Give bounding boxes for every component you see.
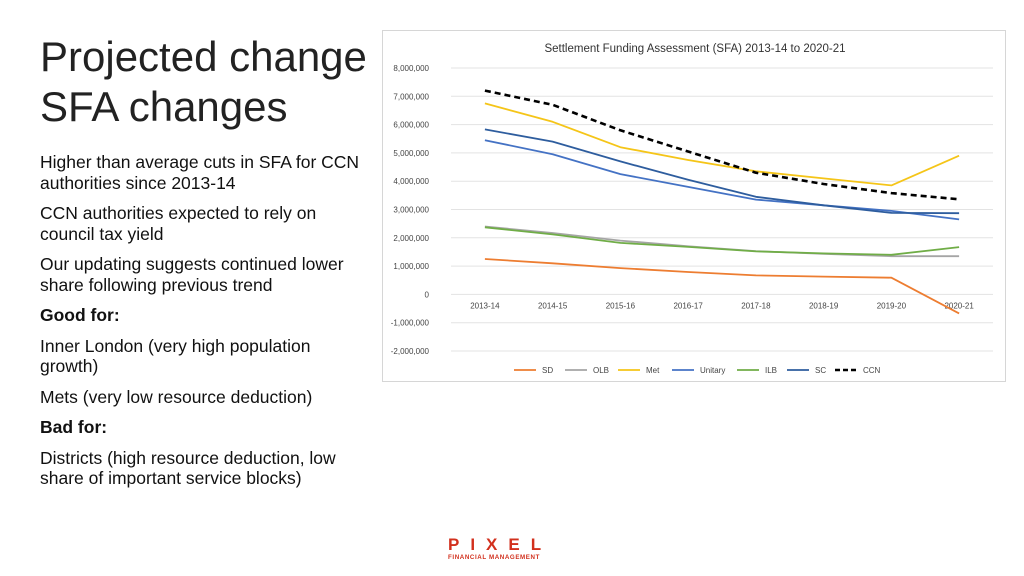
x-tick-label: 2014-15 [537, 301, 568, 311]
line-chart [383, 31, 1007, 383]
series-line-met [485, 103, 959, 185]
legend [514, 366, 881, 375]
x-tick-label: 2015-16 [605, 301, 636, 311]
bullet-list [40, 152, 370, 499]
x-tick-label: 2018-19 [808, 301, 839, 311]
y-tick-label: 4,000,000 [393, 177, 429, 187]
y-tick-label: 6,000,000 [393, 120, 429, 130]
legend-label-ilb: ILB [765, 366, 778, 375]
y-tick-label: 5,000,000 [393, 148, 429, 158]
title-line-2: SFA changes [40, 83, 288, 130]
legend-label-sc: SC [815, 366, 827, 375]
series-lines [485, 91, 959, 314]
bullet-heading-bad: Bad for: [40, 417, 108, 437]
x-axis-ticks [470, 301, 974, 310]
series-line-ccn [485, 91, 959, 200]
series-line-ilb [485, 227, 959, 255]
chart-frame [382, 30, 1006, 382]
x-tick-label: 2019-20 [876, 301, 907, 311]
y-tick-label: 0 [424, 290, 429, 300]
series-line-sc [485, 129, 959, 213]
bullet-item-7: Districts (high resource deduction, low share of important service blocks) [40, 447, 336, 488]
legend-label-ccn: CCN [863, 366, 881, 375]
x-tick-label: 2016-17 [673, 301, 703, 311]
bullet-item-4: Inner London (very high population growth) [40, 335, 311, 376]
title-line-1: Projected change [40, 33, 367, 80]
pixel-logo [448, 536, 578, 564]
chart-title: Settlement Funding Assessment (SFA) 2013-14 to 2020-21 [544, 43, 846, 55]
y-tick-label: 2,000,000 [393, 233, 429, 243]
y-tick-label: -1,000,000 [390, 318, 429, 328]
page-title [40, 32, 380, 132]
bullet-heading-good: Good for: [40, 305, 120, 325]
x-tick-label: 2013-14 [470, 301, 500, 311]
legend-label-unitary: Unitary [700, 366, 726, 375]
y-axis-ticks [391, 64, 430, 356]
gridlines [451, 68, 993, 351]
y-tick-label: 7,000,000 [393, 92, 429, 102]
bullet-item-1: CCN authorities expected to rely on council tax yield [40, 203, 317, 244]
legend-label-sd: SD [542, 366, 554, 375]
logo-subtitle: FINANCIAL MANAGEMENT [448, 554, 540, 561]
y-tick-label: -2,000,000 [390, 347, 429, 356]
bullet-item-0: Higher than average cuts in SFA for CCN authorities since 2013-14 [40, 152, 360, 193]
legend-label-olb: OLB [593, 366, 610, 375]
y-tick-label: 1,000,000 [393, 262, 429, 272]
series-line-olb [485, 227, 959, 257]
legend-label-met: Met [646, 366, 660, 375]
logo-word: PIXEL [448, 535, 553, 554]
y-tick-label: 8,000,000 [393, 64, 429, 73]
x-tick-label: 2020-21 [944, 301, 974, 311]
y-tick-label: 3,000,000 [393, 205, 429, 215]
bullet-item-5: Mets (very low resource deduction) [40, 386, 313, 407]
x-tick-label: 2017-18 [741, 301, 771, 311]
bullet-item-2: Our updating suggests continued lower share following previous trend [40, 254, 344, 295]
series-line-unitary [485, 140, 959, 219]
